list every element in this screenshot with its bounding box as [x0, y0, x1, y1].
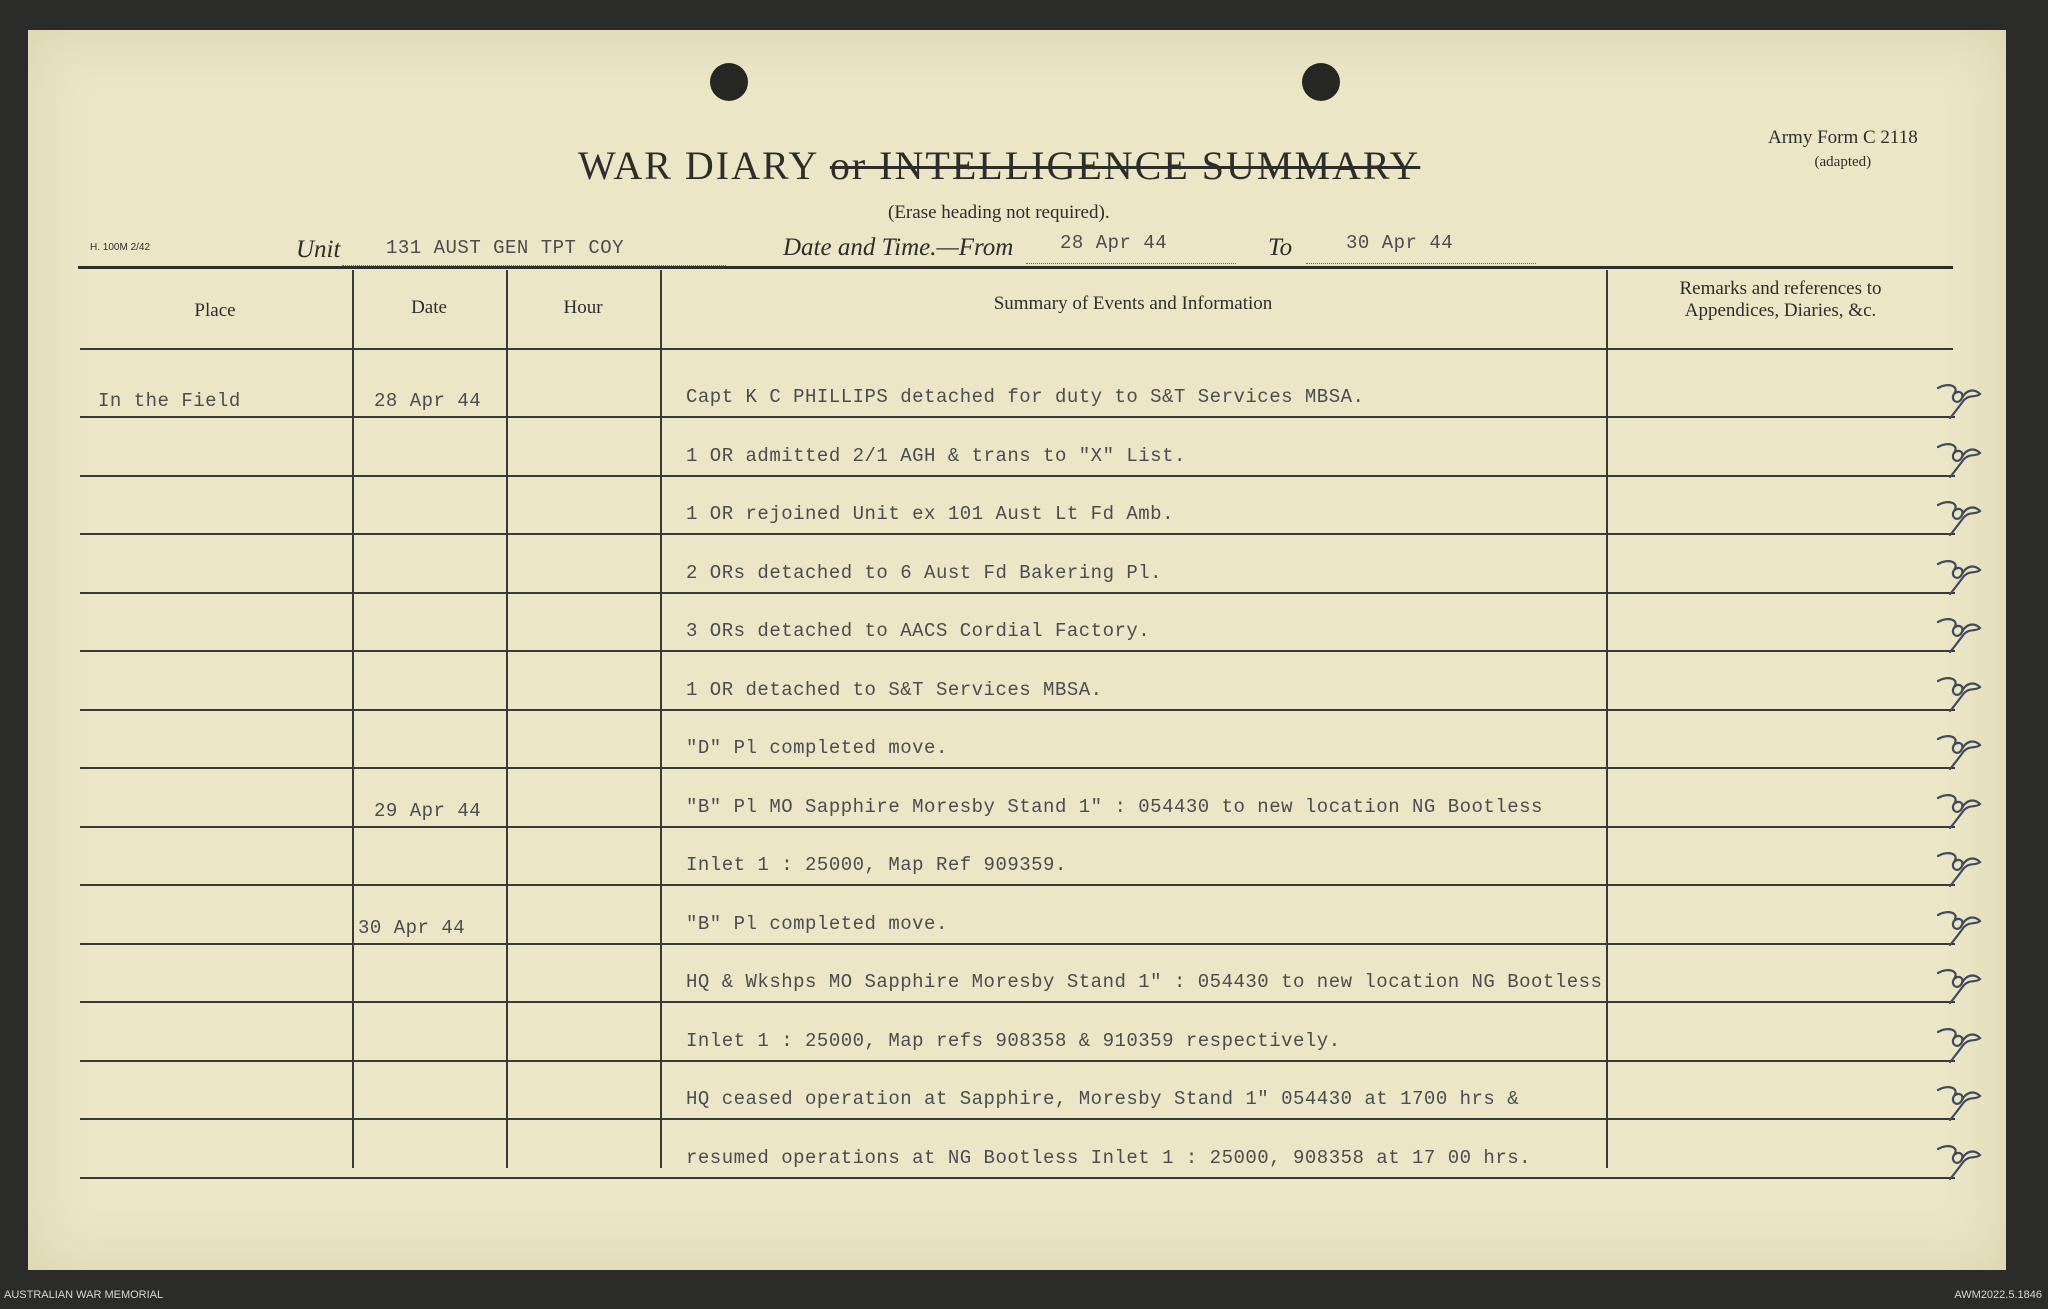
- row-summary: Inlet 1 : 25000, Map Ref 909359.: [686, 854, 1067, 876]
- army-form-adapted: (adapted): [1814, 154, 1872, 170]
- footer-left: AUSTRALIAN WAR MEMORIAL: [4, 1289, 164, 1301]
- col-divider: [506, 270, 508, 1168]
- row-rule: [80, 943, 1955, 945]
- initials-tick-icon: [1934, 556, 1986, 596]
- row-summary: 1 OR rejoined Unit ex 101 Aust Lt Fd Amb.: [686, 503, 1174, 525]
- row-date: 30 Apr 44: [358, 916, 466, 939]
- army-form-label: [1768, 126, 1918, 174]
- row-summary: "B" Pl MO Sapphire Moresby Stand 1" : 054430 to new location NG Bootless: [686, 795, 1543, 818]
- row-summary: HQ ceased operation at Sapphire, Moresby Stand 1" 054430 at 1700 hrs &: [686, 1088, 1520, 1110]
- row-summary: 1 OR detached to S&T Services MBSA.: [686, 678, 1103, 701]
- initials-tick-icon: [1934, 673, 1986, 713]
- row-summary: 3 ORs detached to AACS Cordial Factory.: [686, 620, 1151, 642]
- row-rule: [80, 650, 1955, 652]
- initials-tick-icon: [1934, 848, 1986, 888]
- row-rule: [80, 767, 1955, 769]
- row-date: 28 Apr 44: [374, 390, 482, 412]
- army-form-number: Army Form C 2118: [1768, 127, 1918, 148]
- col-head-hour: Hour: [563, 297, 603, 318]
- date-from-value: 28 Apr 44: [1060, 232, 1168, 254]
- diary-sheet: [28, 30, 2006, 1270]
- col-head-remarks-line1: Remarks and references to: [1679, 278, 1882, 299]
- row-rule: [80, 884, 1955, 886]
- date-from-label: Date and Time.—From: [783, 234, 1014, 261]
- row-place: In the Field: [98, 390, 241, 412]
- row-date: 29 Apr 44: [374, 799, 482, 822]
- row-rule: [80, 1060, 1955, 1062]
- punch-hole-icon: [710, 63, 748, 101]
- unit-label: Unit: [296, 236, 341, 263]
- row-rule: [80, 826, 1955, 828]
- initials-tick-icon: [1934, 965, 1986, 1005]
- initials-tick-icon: [1934, 497, 1986, 537]
- row-rule: [80, 709, 1955, 711]
- row-rule: [80, 1001, 1955, 1003]
- title-main: WAR DIARY: [578, 143, 818, 188]
- punch-hole-icon: [1302, 63, 1340, 101]
- unit-value: 131 AUST GEN TPT COY: [386, 237, 625, 259]
- col-head-summary: Summary of Events and Information: [993, 293, 1273, 314]
- initials-tick-icon: [1934, 380, 1986, 420]
- col-head-place: Place: [194, 300, 236, 321]
- initials-tick-icon: [1934, 439, 1986, 479]
- initials-tick-icon: [1934, 1082, 1986, 1122]
- title-subtitle: (Erase heading not required).: [888, 202, 1110, 223]
- col-head-remarks: [1608, 278, 1953, 322]
- row-summary: Capt K C PHILLIPS detached for duty to S&T Services MBSA.: [686, 386, 1365, 408]
- row-summary: 2 ORs detached to 6 Aust Fd Bakering Pl.: [686, 561, 1163, 584]
- initials-tick-icon: [1934, 1141, 1986, 1181]
- row-summary: resumed operations at NG Bootless Inlet 1 : 25000, 908358 at 17 00 hrs.: [686, 1146, 1532, 1169]
- table-top-rule: [78, 266, 1953, 269]
- form-title: [578, 142, 1478, 232]
- row-rule: [80, 1177, 1955, 1179]
- col-divider: [352, 270, 354, 1168]
- initials-tick-icon: [1934, 614, 1986, 654]
- col-head-remarks-line2: Appendices, Diaries, &c.: [1684, 300, 1877, 321]
- col-divider: [660, 270, 662, 1168]
- row-rule: [80, 592, 1955, 594]
- date-to-value: 30 Apr 44: [1346, 232, 1454, 254]
- row-summary: "D" Pl completed move.: [686, 737, 948, 759]
- header-rule: [80, 348, 1953, 350]
- initials-tick-icon: [1934, 907, 1986, 947]
- row-rule: [80, 533, 1955, 535]
- row-summary: Inlet 1 : 25000, Map refs 908358 & 910359 respectively.: [686, 1029, 1341, 1052]
- row-summary: "B" Pl completed move.: [686, 912, 948, 935]
- footer-right: AWM2022.5.1846: [1954, 1289, 2042, 1301]
- row-summary: 1 OR admitted 2/1 AGH & trans to "X" List.: [686, 444, 1186, 467]
- initials-tick-icon: [1934, 790, 1986, 830]
- col-divider: [1606, 270, 1608, 1168]
- row-rule: [80, 1118, 1955, 1120]
- date-to-label: To: [1268, 234, 1293, 261]
- row-rule: [80, 475, 1955, 477]
- initials-tick-icon: [1934, 1024, 1986, 1064]
- title-struck: or INTELLIGENCE SUMMARY: [829, 143, 1421, 188]
- row-rule: [80, 416, 1955, 418]
- initials-tick-icon: [1934, 731, 1986, 771]
- print-code: H. 100M 2/42: [90, 242, 151, 253]
- col-head-date: Date: [411, 297, 447, 318]
- row-summary: HQ & Wkshps MO Sapphire Moresby Stand 1" : 054430 to new location NG Bootless: [686, 971, 1603, 993]
